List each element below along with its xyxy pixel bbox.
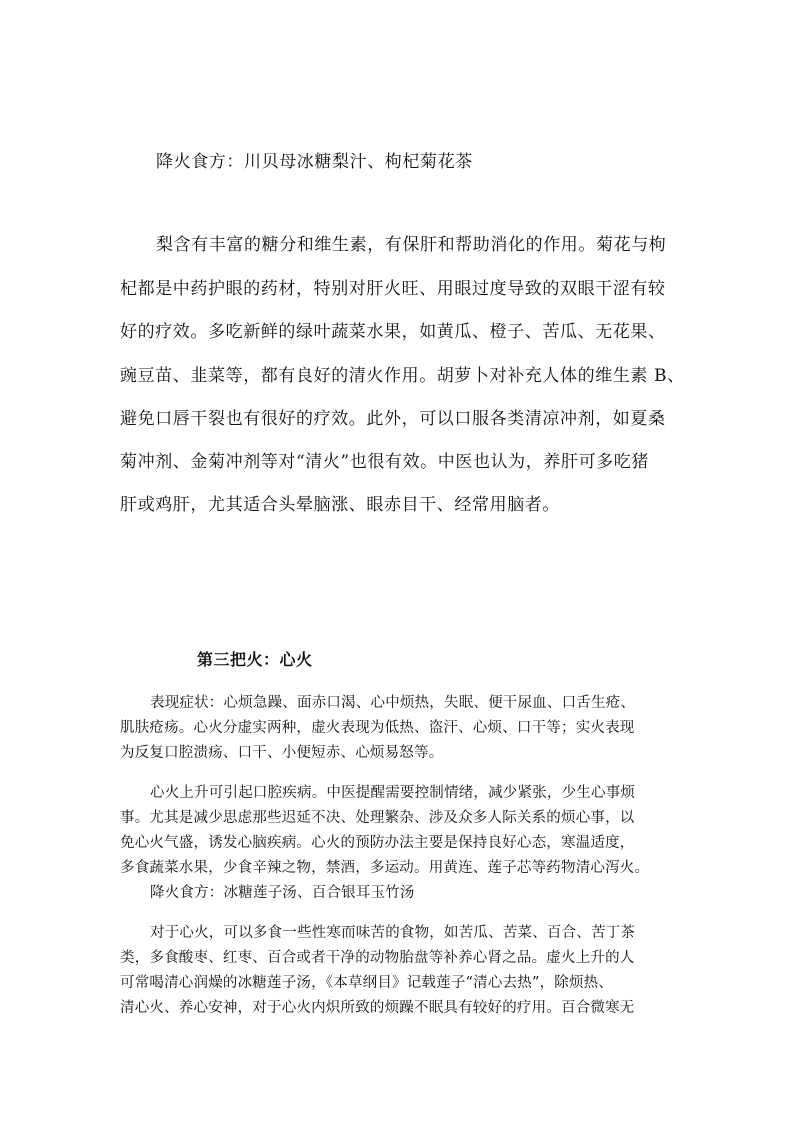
recipe-title-liver: 降火食方：川贝母冰糖梨汁、枸杞菊花茶 bbox=[156, 152, 473, 172]
paragraph-line: 菊冲剂、金菊冲剂等对“清火”也很有效。中医也认为，养肝可多吃猪 bbox=[120, 452, 649, 472]
symptoms-line: 为反复口腔溃疡、口干、小便短赤、心烦易怒等。 bbox=[120, 745, 444, 761]
food-line: 对于心火，可以多食一些性寒而味苦的食物，如苦瓜、苦菜、百合、苦丁茶 bbox=[150, 925, 636, 941]
advice-line: 心火上升可引起口腔疾病。中医提醒需要控制情绪，减少紧张，少生心事烦 bbox=[150, 785, 636, 801]
paragraph-line: 梨含有丰富的糖分和维生素，有保肝和帮助消化的作用。菊花与枸 bbox=[156, 235, 667, 255]
symptoms-line: 肌肤疮疡。心火分虚实两种，虚火表现为低热、盗汗、心烦、口干等；实火表现 bbox=[120, 720, 635, 736]
food-line: 可常喝清心润燥的冰糖莲子汤，《本草纲目》记载莲子“清心去热”，除烦热、 bbox=[120, 975, 614, 991]
advice-line: 事。尤其是减少思虑那些迟延不决、处理繁杂、涉及众多人际关系的烦心事，以 bbox=[120, 810, 635, 826]
food-line: 清心火、养心安神，对于心火内炽所致的烦躁不眠具有较好的疗用。百合微寒无 bbox=[120, 1000, 635, 1016]
paragraph-line: 肝或鸡肝，尤其适合头晕脑涨、眼赤目干、经常用脑者。 bbox=[120, 495, 560, 515]
paragraph-line: 避免口唇干裂也有很好的疗效。此外，可以口服各类清凉冲剂，如夏桑 bbox=[120, 409, 666, 429]
food-line: 类，多食酸枣、红枣、百合或者干净的动物胎盘等补养心肾之品。虚火上升的人 bbox=[120, 950, 635, 966]
symptoms-line: 表现症状：心烦急躁、面赤口渴、心中烦热，失眠、便干尿血、口舌生疮、 bbox=[150, 695, 636, 711]
paragraph-line: 杞都是中药护眼的药材，特别对肝火旺、用眼过度导致的双眼干涩有较 bbox=[120, 279, 666, 299]
paragraph-line: 豌豆苗、韭菜等，都有良好的清火作用。胡萝卜对补充人体的维生素 B、 bbox=[120, 366, 685, 386]
advice-line: 免心火气盛，诱发心脑疾病。心火的预防办法主要是保持良好心态，寒温适度， bbox=[120, 835, 635, 851]
paragraph-line: 好的疗效。多吃新鲜的绿叶蔬菜水果，如黄瓜、橙子、苦瓜、无花果、 bbox=[120, 322, 666, 342]
advice-line: 多食蔬菜水果，少食辛辣之物，禁酒，多运动。用黄连、莲子芯等药物清心泻火。 bbox=[120, 860, 650, 876]
section-heading-heart-fire: 第三把火：心火 bbox=[197, 650, 313, 669]
recipe-title-heart: 降火食方：冰糖莲子汤、百合银耳玉竹汤 bbox=[150, 885, 415, 901]
